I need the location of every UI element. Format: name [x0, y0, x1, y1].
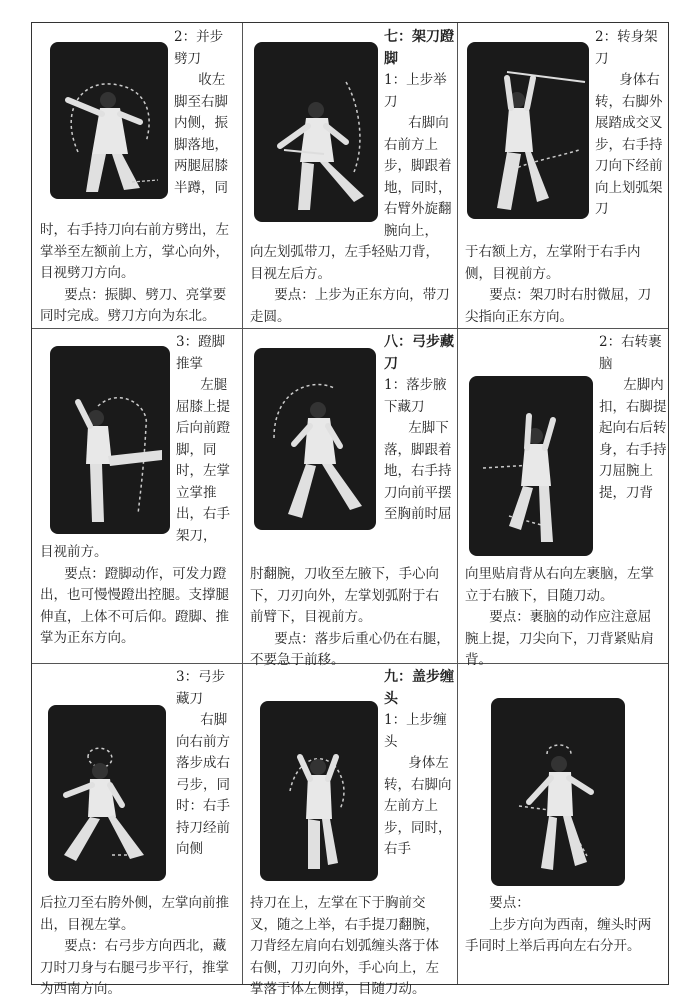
- step-cell: [242, 663, 457, 997]
- figure-illustration: [469, 376, 593, 556]
- step-side-text: [176, 667, 236, 861]
- step-cell: [32, 23, 242, 328]
- step-keypoint: 要点：裹脑的动作应注意屈腕上提，刀尖向下，刀背紧贴肩背。: [465, 609, 654, 668]
- step-description: 左脚内扣，右脚提起向右后转身，右手持刀屈腕上提，刀背: [599, 377, 667, 501]
- step-description: 左脚下落，脚跟着地，右手持刀向前平摆至胸前时屈: [384, 420, 452, 522]
- step-cell: [242, 23, 457, 328]
- step-full-text: [40, 542, 236, 650]
- step-description-cont: 向左划弧带刀，左手轻贴刀背，目视左后方。: [250, 244, 439, 282]
- step-keypoint: 要点：落步后重心仍在右腿，不要急于前移。: [250, 630, 450, 668]
- figure-illustration: [50, 346, 170, 534]
- step-description-cont: 时，右手持刀向右前方劈出，左掌举至左额前上方，掌心向外，目视劈刀方向。: [40, 222, 229, 281]
- figure-illustration: [260, 701, 378, 881]
- step-description-cont: 肘翻腕，刀收至左腋下，手心向下，刀刃向外，左掌划弧附于右前臂下，目视前方。: [250, 566, 439, 625]
- section-heading: 九：盖步缠头: [384, 669, 454, 707]
- step-description: 收左脚至右脚内侧，振脚落地，两腿屈膝半蹲，同: [174, 72, 228, 196]
- step-photo: [467, 42, 589, 219]
- step-cell: [32, 328, 242, 663]
- step-cell: [457, 663, 670, 986]
- step-description-cont: 目视前方。: [40, 544, 108, 560]
- step-photo: [254, 42, 378, 222]
- step-description: 右脚向右前方落步成右弓步，同时：右手持刀经前向侧: [176, 712, 230, 857]
- figure-illustration: [254, 42, 378, 222]
- step-description: 身体右转，右脚外展踏成交叉步，右手持刀向下经前向上划弧架刀: [595, 72, 663, 217]
- section-heading: 七：架刀蹬脚: [384, 29, 454, 67]
- step-side-text: [174, 27, 236, 199]
- step-title: 3：弓步藏刀: [176, 669, 226, 707]
- step-keypoint: 要点：上步为正东方向，带刀走圆。: [250, 287, 450, 325]
- step-photo: [48, 705, 166, 881]
- step-keypoint-label: 要点：: [489, 895, 530, 911]
- step-side-text: [176, 332, 236, 547]
- step-full-text: [465, 242, 664, 328]
- step-keypoint: 要点：振脚、劈刀、亮掌要同时完成。劈刀方向为东北。: [40, 286, 227, 324]
- step-title: 3：蹬脚推掌: [176, 334, 226, 372]
- step-title: 2：转身架刀: [595, 29, 658, 67]
- step-title: 1：落步腋下藏刀: [384, 377, 447, 415]
- step-side-text: [595, 27, 667, 221]
- step-full-text: [465, 564, 664, 672]
- step-cell: [32, 663, 242, 997]
- step-title: 1：上步缠头: [384, 712, 447, 750]
- step-cell: [242, 328, 457, 668]
- step-keypoint: 要点：右弓步方向西北，藏刀时刀身与右腿弓步平行，推掌为西南方向。: [40, 938, 229, 997]
- step-title: 2：右转裹脑: [599, 334, 662, 372]
- step-description-cont: 持刀在上，左掌在下于胸前交叉，随之上举，右手提刀翻腕，刀背经左肩向右划弧缠头落于体右侧，刀刃向外，手心向上，左掌落于体左侧撑，目随刀动。: [250, 895, 439, 997]
- step-keypoint: 要点：架刀时右肘微屈，刀尖指向正东方向。: [465, 287, 652, 325]
- step-full-text: [40, 893, 236, 1001]
- step-full-text: [250, 893, 451, 1001]
- figure-illustration: [254, 348, 376, 530]
- step-description-cont: 于右额上方，左掌附于右手内侧，目视前方。: [465, 244, 641, 282]
- step-description: 右脚向右前方上步，脚跟着地，同时，右臂外旋翻腕向上，: [384, 115, 452, 239]
- step-cell: [457, 328, 670, 668]
- step-full-text: [250, 242, 451, 328]
- step-photo: [50, 346, 170, 534]
- step-description-cont: 后拉刀至右胯外侧，左掌向前推出，目视左掌。: [40, 895, 229, 933]
- step-photo: [491, 698, 625, 886]
- step-cell: [457, 23, 670, 328]
- step-keypoint: 要点：蹬脚动作，可发力蹬出，也可慢慢蹬出控腿。支撑腿伸直，上体不可后仰。蹬脚、推掌为正东方向。: [40, 565, 229, 646]
- step-description: 左腿屈膝上提后向前蹬脚，同时，左掌立掌推出，右手架刀，: [176, 377, 230, 544]
- step-side-text: [384, 332, 454, 526]
- step-side-text: [599, 332, 667, 504]
- figure-illustration: [50, 42, 168, 199]
- section-heading: 八：弓步藏刀: [384, 334, 454, 372]
- step-photo: [260, 701, 378, 881]
- step-full-text: [465, 893, 664, 958]
- step-photo: [469, 376, 593, 556]
- instruction-grid: [31, 22, 669, 997]
- step-full-text: [250, 564, 451, 672]
- step-photo: [50, 42, 168, 199]
- figure-illustration: [467, 42, 589, 219]
- figure-illustration: [48, 705, 166, 881]
- figure-illustration: [491, 698, 625, 886]
- step-side-text: [384, 667, 454, 861]
- step-description: 身体左转，右脚向左前方上步，同时，右手: [384, 755, 452, 857]
- step-photo: [254, 348, 376, 530]
- step-description-cont: 向里贴肩背从右向左裹脑，左掌立于右腋下，目随刀动。: [465, 566, 654, 604]
- step-full-text: [40, 220, 236, 328]
- step-keypoint: 上步方向为西南，缠头时两手同时上举后再向左右分开。: [465, 916, 652, 954]
- step-side-text: [384, 27, 454, 242]
- step-title: 2：并步劈刀: [174, 29, 224, 67]
- step-title: 1：上步举刀: [384, 72, 447, 110]
